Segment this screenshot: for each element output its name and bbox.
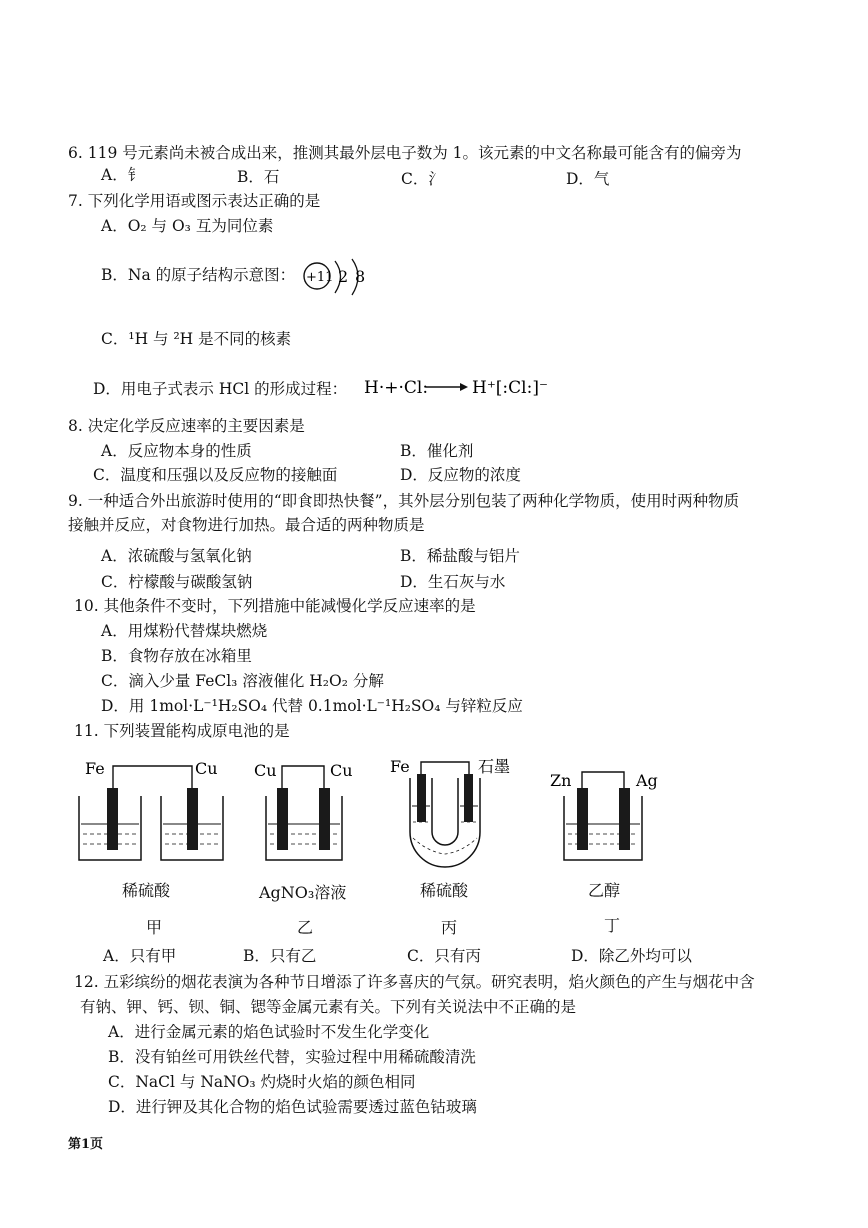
wire	[582, 772, 624, 792]
q7-stem: 7. 下列化学用语或图示表达正确的是	[68, 192, 321, 210]
q11-option-c: C．只有丙	[407, 947, 481, 965]
q8-option-c: C．温度和压强以及反应物的接触面	[93, 466, 338, 484]
device-ding-solution: 乙醇	[588, 881, 621, 900]
na-atom-structure-diagram	[300, 255, 380, 299]
u-tube-inner	[432, 778, 458, 845]
electrode-right-label: 石墨	[478, 757, 511, 776]
q11-option-a: A．只有甲	[103, 947, 177, 965]
wire	[282, 766, 324, 792]
q7-option-b: B．Na 的原子结构示意图：	[101, 266, 296, 284]
formula-left: H·+·Cl:	[364, 378, 429, 398]
wire	[113, 766, 192, 792]
device-yi-solution: AgNO₃溶液	[259, 883, 347, 902]
electrode-cu-right	[319, 788, 330, 850]
q9-stem-line2: 接触并反应，对食物进行加热。最合适的两种物质是	[68, 516, 425, 534]
q12-stem-line1: 12. 五彩缤纷的烟花表演为各种节日增添了许多喜庆的气氛。研究表明，焰火颜色的产生与烟花中含	[74, 973, 755, 991]
device-yi-diagram	[250, 752, 360, 872]
electrode-fe	[107, 788, 118, 850]
q10-stem: 10. 其他条件不变时，下列措施中能减慢化学反应速率的是	[74, 597, 476, 615]
electrode-zn	[577, 788, 588, 850]
q7-option-c: C．¹H 与 ²H 是不同的核素	[101, 330, 292, 348]
q6-option-c: C．氵	[401, 170, 444, 188]
q6-option-b: B．石	[237, 168, 280, 186]
device-ding-name: 丁	[604, 916, 621, 935]
q9-option-d: D．生石灰与水	[400, 573, 506, 591]
electrode-right-label: Cu	[330, 761, 353, 780]
device-yi-name: 乙	[297, 918, 314, 937]
nucleus-charge: +11	[306, 270, 334, 285]
device-jia-solution: 稀硫酸	[122, 881, 171, 900]
wire	[421, 762, 469, 780]
q12-stem-line2: 有钠、钾、钙、钡、铜、锶等金属元素有关。下列有关说法中不正确的是	[80, 998, 577, 1016]
electrode-fe	[417, 774, 426, 822]
device-jia-name: 甲	[146, 918, 163, 937]
electrode-ag	[619, 788, 630, 850]
q6-option-d: D．气	[566, 170, 610, 188]
electrode-right-label: Cu	[195, 759, 218, 778]
q10-option-b: B．食物存放在冰箱里	[101, 647, 252, 665]
q11-stem: 11. 下列装置能构成原电池的是	[74, 722, 290, 740]
q7-option-d: D．用电子式表示 HCl 的形成过程：	[93, 380, 348, 398]
q10-option-c: C．滴入少量 FeCl₃ 溶液催化 H₂O₂ 分解	[101, 672, 384, 690]
q8-stem: 8. 决定化学反应速率的主要因素是	[68, 417, 305, 435]
electrode-left-label: Cu	[254, 761, 277, 780]
device-ding-diagram	[548, 752, 668, 872]
electrode-left-label: Fe	[390, 757, 410, 776]
q12-option-b: B．没有铂丝可用铁丝代替，实验过程中用稀硫酸清洗	[108, 1048, 476, 1066]
q9-option-c: C．柠檬酸与碳酸氢钠	[101, 573, 253, 591]
device-bing-name: 丙	[441, 918, 458, 937]
q12-option-c: C．NaCl 与 NaNO₃ 灼烧时火焰的颜色相同	[108, 1073, 416, 1091]
electrode-right-label: Ag	[636, 771, 658, 790]
electrode-cu-left	[277, 788, 288, 850]
electrode-graphite	[464, 774, 473, 822]
shell-1-count: 2	[338, 267, 349, 286]
electrode-left-label: Zn	[550, 771, 572, 790]
q11-option-b: B．只有乙	[243, 947, 317, 965]
q6-stem: 6. 119 号元素尚未被合成出来，推测其最外层电子数为 1。该元素的中文名称最可能含有的偏旁为	[68, 144, 742, 162]
q8-option-b: B．催化剂	[400, 442, 474, 460]
device-jia-diagram	[75, 752, 225, 872]
page-number: 第1页	[68, 1137, 104, 1152]
q12-option-d: D．进行钾及其化合物的焰色试验需要透过蓝色钴玻璃	[108, 1098, 477, 1116]
hcl-electron-formula	[360, 366, 560, 406]
device-bing-diagram	[388, 752, 518, 872]
q7-option-a: A．O₂ 与 O₃ 互为同位素	[101, 217, 274, 235]
q6-option-a: A．钅	[101, 166, 144, 184]
q10-option-a: A．用煤粉代替煤块燃烧	[101, 622, 268, 640]
electrode-cu	[187, 788, 198, 850]
electrode-left-label: Fe	[85, 759, 105, 778]
q9-stem-line1: 9. 一种适合外出旅游时使用的“即食即热快餐”，其外层分别包装了两种化学物质，使用时两种物质	[68, 492, 740, 510]
q12-option-a: A．进行金属元素的焰色试验时不发生化学变化	[108, 1023, 430, 1041]
q9-option-a: A．浓硫酸与氢氧化钠	[101, 547, 252, 565]
q8-option-d: D．反应物的浓度	[400, 466, 521, 484]
beaker	[564, 796, 642, 860]
q9-option-b: B．稀盐酸与铝片	[400, 547, 520, 565]
q8-option-a: A．反应物本身的性质	[101, 442, 252, 460]
formula-right: H⁺[:Cl:]⁻	[472, 378, 548, 398]
q11-option-d: D．除乙外均可以	[571, 947, 692, 965]
shell-2-count: 8	[355, 267, 366, 286]
q10-option-d: D．用 1mol·L⁻¹H₂SO₄ 代替 0.1mol·L⁻¹H₂SO₄ 与锌粒反应	[101, 697, 523, 715]
device-bing-solution: 稀硫酸	[420, 881, 469, 900]
